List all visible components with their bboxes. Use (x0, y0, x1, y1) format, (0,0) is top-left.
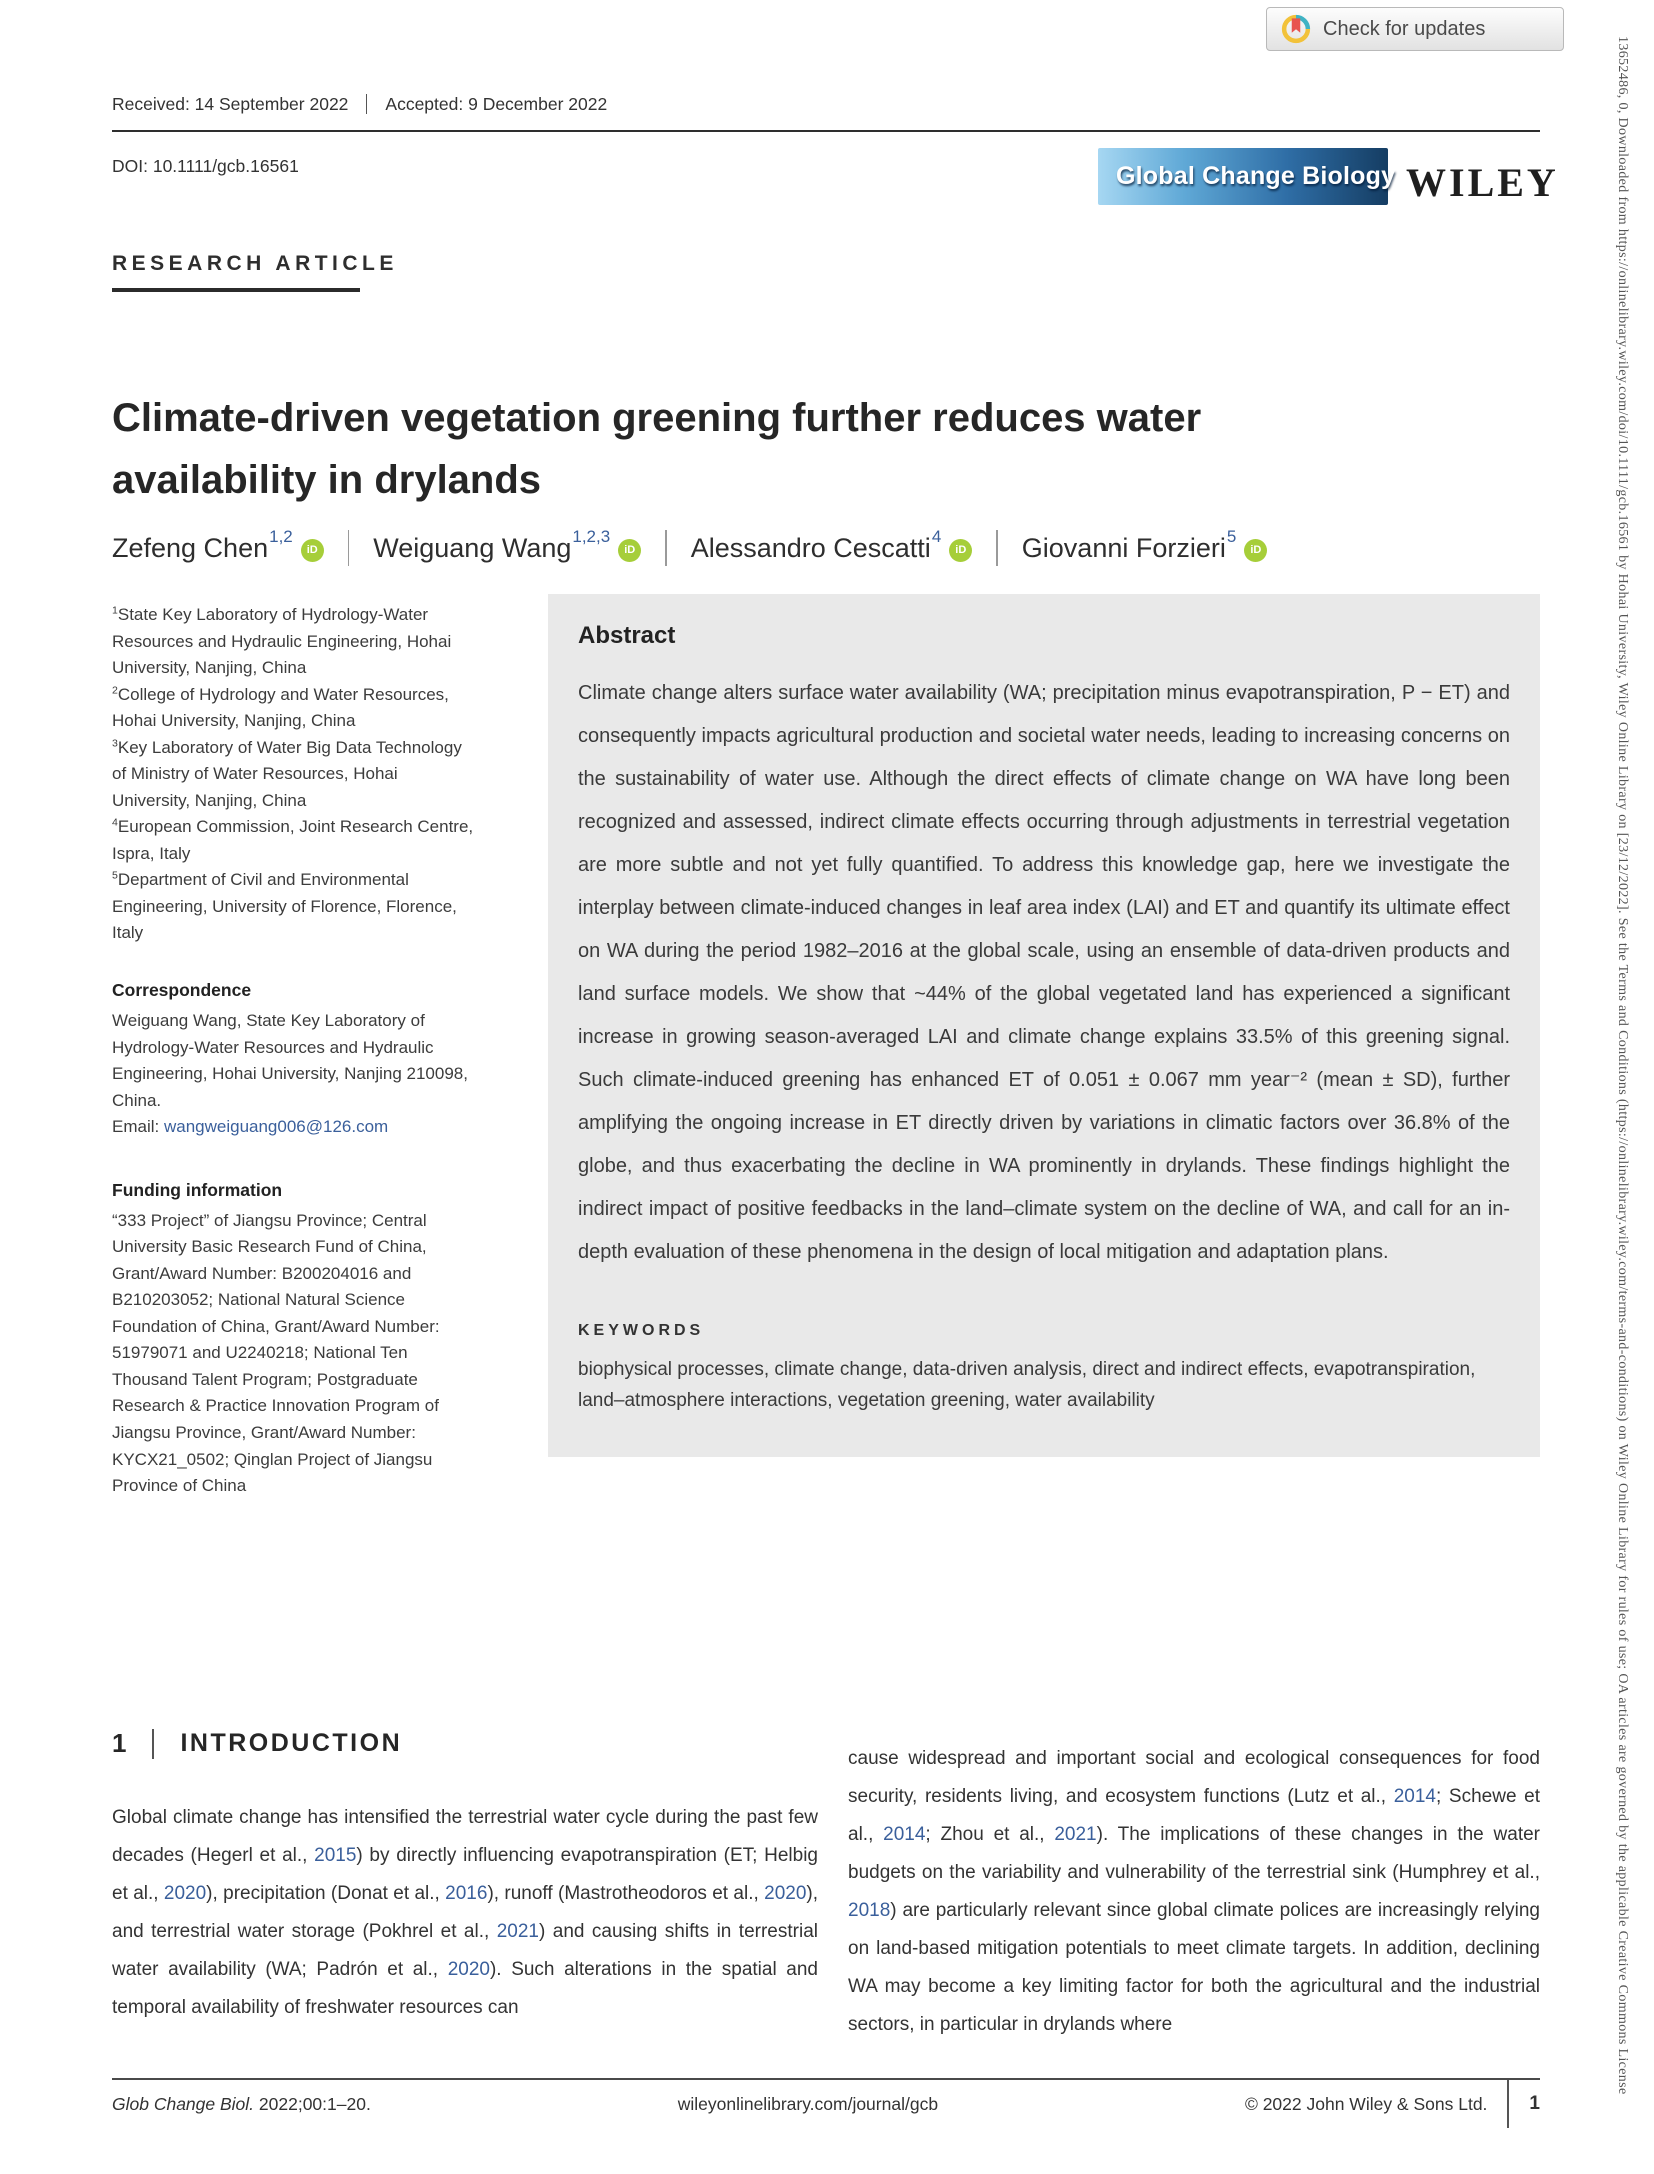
citation-link[interactable]: 2020 (447, 1959, 490, 1980)
keywords-text: biophysical processes, climate change, data-driven analysis, direct and indirect effects, evapotranspiration, land–atmosphere interactions, vegetation greening, water availability (578, 1359, 1476, 1412)
citation-link[interactable]: 2021 (1054, 1824, 1097, 1845)
citation-link[interactable]: 2016 (445, 1883, 488, 1904)
author-list (112, 527, 1552, 566)
header-meta (112, 94, 1540, 132)
abstract-text: Climate change alters surface water availability (WA; precipitation minus evapotranspiration, P − ET) and consequently impacts agricultural production and societal water needs, leading to increasing concerns on the sustainability of water use. Although the direct effects of climate change on WA have long been recognized and assessed, indirect climate effects occurring through adjustments in terrestrial vegetation are more subtle and not yet fully quantified. To address this knowledge gap, here we investigate the interplay between climate-induced changes in leaf area index (LAI) and ET and quantify its ultimate effect on WA during the period 1982–2016 at the global scale, using an ensemble of data-driven products and land surface models. We show that ~44% of the global vegetated land has experienced a significant increase in growing season-averaged LAI and climate change explains 33.5% of this greening signal. Such climate-induced greening has enhanced ET of 0.051 ± 0.067 mm year⁻² (mean ± SD), further amplifying the ongoing increase in ET directly driven by variations in climatic factors over 36.8% of the globe, and thus exacerbating the decline in WA prominently in drylands. These findings highlight the indirect impact of positive feedbacks in the land–climate system on the decline of WA, and call for an in-depth evaluation of these phenomena in the design of local mitigation and adaptation plans. (578, 682, 1510, 1263)
journal-logo (1098, 148, 1396, 205)
author-superscript: 1,2 (269, 527, 293, 546)
intro-right-column (848, 1740, 1540, 2044)
citation-link[interactable]: 2020 (163, 1883, 207, 1904)
orcid-icon[interactable]: iD (618, 539, 641, 562)
wiley-logo: WILEY (1406, 160, 1559, 205)
received-date: Received: 14 September 2022 (112, 94, 349, 114)
doi: DOI: 10.1111/gcb.16561 (112, 156, 299, 176)
citation-link[interactable]: 2015 (314, 1845, 357, 1866)
intro-left-column (112, 1728, 818, 2027)
author-superscript: 4 (931, 527, 942, 546)
affiliation-item: $^4$European Commission, Joint Research Centre, Ispra, Italy (112, 816, 474, 863)
article-type (112, 252, 398, 292)
journal-logo-text: Global Change Biology (1116, 162, 1396, 190)
author-superscript: 1,2,3 (572, 527, 611, 546)
orcid-icon[interactable]: iD (949, 539, 972, 562)
article-type-label: RESEARCH ARTICLE (112, 252, 398, 275)
affiliation-item: $^5$Department of Civil and Environmental Engineering, University of Florence, Florence, Italy (112, 869, 457, 943)
email-link[interactable]: wangweiguang006@126.com (163, 1117, 389, 1137)
accepted-date: Accepted: 9 December 2022 (366, 94, 607, 114)
citation-link[interactable]: 2018 (848, 1900, 891, 1921)
author-name: Zefeng Chen (112, 532, 269, 563)
affiliation-item: $^1$State Key Laboratory of Hydrology-Water Resources and Hydraulic Engineering, Hohai University, Nanjing, China (112, 604, 452, 678)
affiliation-item: $^2$College of Hydrology and Water Resources, Hohai University, Nanjing, China (112, 683, 449, 731)
section-title: INTRODUCTION (180, 1729, 403, 1757)
badge-label: Check for updates (1323, 17, 1486, 40)
author-separator (996, 530, 998, 566)
abstract-heading: Abstract (578, 622, 676, 649)
journal-block (1098, 148, 1559, 205)
orcid-icon[interactable]: iD (301, 539, 324, 562)
footer-copyright: © 2022 John Wiley & Sons Ltd. (1244, 2093, 1488, 2114)
page-number: 1 (1529, 2093, 1540, 2114)
article-type-underline (112, 288, 360, 292)
author-separator (348, 530, 350, 566)
keywords-heading: KEYWORDS (578, 1322, 705, 1339)
crossmark-icon (1281, 14, 1311, 44)
orcid-icon[interactable]: iD (1244, 539, 1267, 562)
footer-journal-url[interactable]: wileyonlinelibrary.com/journal/gcb (677, 2093, 939, 2114)
author-name: Weiguang Wang (373, 532, 572, 563)
correspondence-text: Weiguang Wang, State Key Laboratory of Hydrology-Water Resources and Hydraulic Engineering, Hohai University, Nanjing 210098, China. Email: wangweiguang006@126.com (112, 1011, 468, 1137)
intro-right-paragraph: cause widespread and important social and ecological consequences for food security, residents living, and ecosystem functions (Lutz et al., 2014; Schewe et al., 2014; Zhou et al., 2021). The implications of these changes in the water budgets on the variability and vulnerability of the terrestrial sink (Humphrey et al., 2018) are particularly relevant since global climate polices are increasingly relying on land-based mitigation potentials to meet climate targets. In addition, declining WA may become a key limiting factor for both the agricultural and the industrial sectors, in particular in drylands where (848, 1748, 1540, 2035)
author-superscript: 5 (1226, 527, 1237, 546)
sidebar-provenance-text: 13652486, 0, Downloaded from https://onlinelibrary.wiley.com/doi/10.1111/gcb.16561 by Hohai University, Wiley Online Library on [23/12/2022]. See the Terms and Conditions (https://onlinelibrary.wiley.com/terms-and-conditions) on Wiley Online Library for rules of use; OA articles are governed by the applicable Creative Commons License (1615, 36, 1630, 2095)
affiliation-item: $^3$Key Laboratory of Water Big Data Technology of Ministry of Water Resources, Hohai University, Nanjing, China (112, 736, 462, 810)
page-footer (112, 2078, 1540, 2128)
author-separator (665, 530, 667, 566)
page-title: Climate-driven vegetation greening further reduces water availability in drylands (112, 395, 1202, 502)
author-name: Alessandro Cescatti (690, 532, 931, 563)
funding-text: “333 Project” of Jiangsu Province; Central University Basic Research Fund of China, Grant/Award Number: B200204016 and B210203052; National Natural Science Foundation of China, Grant/Award Number: 51979071 and U2240218; National Ten Thousand Talent Program; Postgraduate Research & Practice Innovation Program of Jiangsu Province, Grant/Award Number: KYCX21_0502; Qinglan Project of Jiangsu Province of China (112, 1210, 440, 1496)
section-number: 1 (112, 1728, 127, 1758)
citation-link[interactable]: 2014 (1393, 1786, 1436, 1807)
citation-link[interactable]: 2021 (496, 1921, 539, 1942)
abstract-box (548, 594, 1540, 1457)
left-sidebar (112, 602, 480, 1500)
intro-left-paragraph: Global climate change has intensified the terrestrial water cycle during the past few decades (Hegerl et al., 2015) by directly influencing evapotranspiration (ET; Helbig et al., 2020), precipitation (Donat et al., 2016), runoff (Mastrotheodoros et al., 2020), and terrestrial water storage (Pokhrel et al., 2021) and causing shifts in terrestrial water availability (WA; Padrón et al., 2020). Such alterations in the spatial and temporal availability of freshwater resources can (112, 1807, 819, 2018)
correspondence-heading: Correspondence (112, 979, 252, 1000)
section-heading (112, 1728, 818, 1759)
section-divider (152, 1729, 154, 1759)
funding-heading: Funding information (112, 1179, 283, 1200)
citation-link[interactable]: 2014 (883, 1824, 926, 1845)
email-label: Email: (112, 1117, 164, 1137)
footer-divider (1507, 2080, 1509, 2128)
citation-link[interactable]: 2020 (764, 1883, 807, 1904)
check-for-updates-badge[interactable] (1266, 7, 1564, 51)
footer-citation: Glob Change Biol. 2022;00:1–20. (112, 2093, 371, 2114)
author-name: Giovanni Forzieri (1021, 532, 1226, 563)
